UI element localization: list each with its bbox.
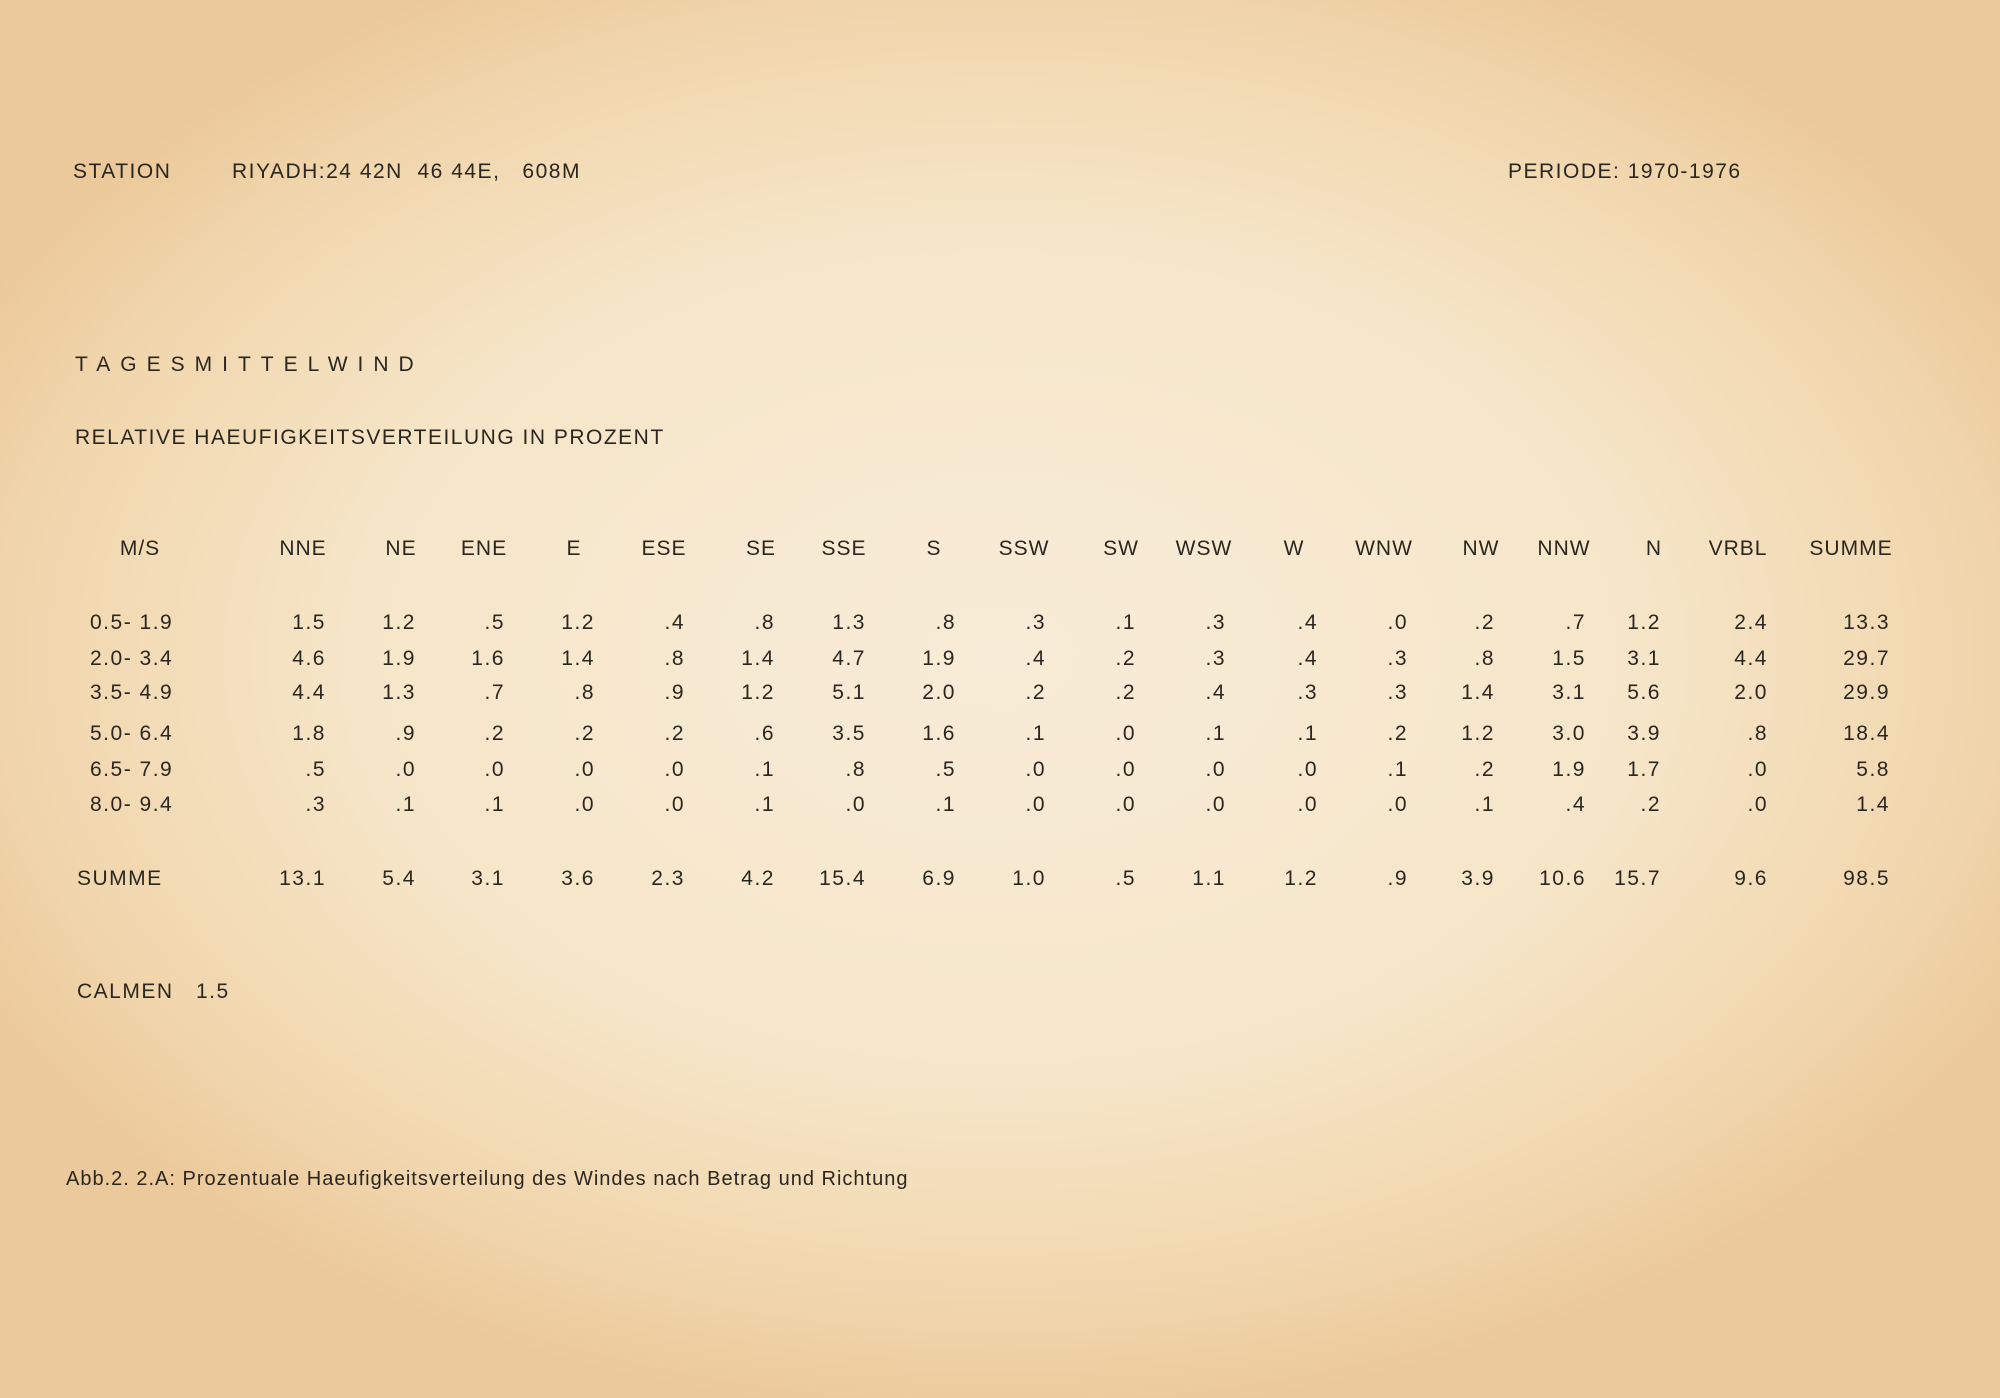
column-header-wsw: WSW xyxy=(1175,537,1233,560)
table-cell: 1.4 xyxy=(561,647,595,670)
table-cell: .5 xyxy=(305,758,326,781)
summe-cell: 13.1 xyxy=(279,867,326,890)
summe-cell: 5.4 xyxy=(382,867,416,890)
table-cell: .0 xyxy=(1387,793,1408,816)
table-cell: 5.8 xyxy=(1856,758,1890,781)
table-cell: 1.4 xyxy=(1461,681,1495,704)
table-cell: .1 xyxy=(1387,758,1408,781)
summe-cell: 15.4 xyxy=(819,867,866,890)
column-header-sw: SW xyxy=(1103,537,1139,560)
row-label: 8.0- 9.4 xyxy=(90,793,174,816)
summe-label: SUMME xyxy=(77,867,163,890)
column-header-ne: NE xyxy=(385,537,417,560)
table-cell: .4 xyxy=(1297,647,1318,670)
table-cell: .2 xyxy=(1115,681,1136,704)
table-cell: .4 xyxy=(1565,793,1586,816)
table-cell: .5 xyxy=(935,758,956,781)
table-cell: 3.5 xyxy=(832,722,866,745)
table-cell: .6 xyxy=(754,722,775,745)
summe-cell: 2.3 xyxy=(651,867,685,890)
column-header-nw: NW xyxy=(1462,537,1500,560)
summe-cell: 3.1 xyxy=(471,867,505,890)
table-cell: .9 xyxy=(664,681,685,704)
table-cell: 1.6 xyxy=(922,722,956,745)
table-cell: .0 xyxy=(1747,758,1768,781)
table-cell: 1.9 xyxy=(922,647,956,670)
table-cell: 1.2 xyxy=(1627,611,1661,634)
table-cell: .0 xyxy=(1025,758,1046,781)
column-header-e: E xyxy=(566,537,582,560)
table-cell: .0 xyxy=(1115,793,1136,816)
table-cell: 1.2 xyxy=(1461,722,1495,745)
table-cell: 4.4 xyxy=(292,681,326,704)
table-cell: .3 xyxy=(1205,647,1226,670)
table-cell: 13.3 xyxy=(1843,611,1890,634)
table-cell: .1 xyxy=(935,793,956,816)
table-cell: 1.8 xyxy=(292,722,326,745)
table-cell: .8 xyxy=(935,611,956,634)
summe-cell: 98.5 xyxy=(1843,867,1890,890)
table-cell: 1.9 xyxy=(1552,758,1586,781)
summe-cell: 3.6 xyxy=(561,867,595,890)
summe-cell: 1.2 xyxy=(1284,867,1318,890)
table-cell: .3 xyxy=(305,793,326,816)
table-cell: .2 xyxy=(484,722,505,745)
table-cell: .8 xyxy=(1474,647,1495,670)
column-header-s: S xyxy=(926,537,942,560)
column-header-ene: ENE xyxy=(460,537,508,560)
table-cell: .8 xyxy=(1747,722,1768,745)
table-cell: .0 xyxy=(1205,758,1226,781)
table-cell: .0 xyxy=(1297,793,1318,816)
table-cell: .1 xyxy=(395,793,416,816)
table-cell: .1 xyxy=(1297,722,1318,745)
table-cell: .2 xyxy=(664,722,685,745)
table-cell: .9 xyxy=(395,722,416,745)
column-header-vrbl: VRBL xyxy=(1708,537,1768,560)
calmen-value: 1.5 xyxy=(196,980,230,1003)
table-cell: .2 xyxy=(1474,611,1495,634)
document-title: TAGESMITTELWIND xyxy=(75,353,424,376)
table-cell: 29.7 xyxy=(1843,647,1890,670)
table-cell: 1.3 xyxy=(832,611,866,634)
table-cell: .1 xyxy=(484,793,505,816)
table-cell: 4.4 xyxy=(1734,647,1768,670)
table-cell: .0 xyxy=(484,758,505,781)
table-cell: 4.7 xyxy=(832,647,866,670)
periode: PERIODE: 1970-1976 xyxy=(1508,160,1742,183)
table-cell: 1.7 xyxy=(1627,758,1661,781)
calmen-label: CALMEN xyxy=(77,980,174,1003)
table-cell: .0 xyxy=(1115,722,1136,745)
table-cell: .2 xyxy=(574,722,595,745)
table-cell: .0 xyxy=(664,793,685,816)
table-cell: .1 xyxy=(754,793,775,816)
table-cell: .8 xyxy=(845,758,866,781)
table-cell: .1 xyxy=(1115,611,1136,634)
table-cell: 1.2 xyxy=(382,611,416,634)
table-cell: .1 xyxy=(1205,722,1226,745)
table-cell: 1.3 xyxy=(382,681,416,704)
table-cell: .7 xyxy=(484,681,505,704)
table-cell: .8 xyxy=(664,647,685,670)
table-cell: .4 xyxy=(1297,611,1318,634)
summe-cell: 1.0 xyxy=(1012,867,1046,890)
table-cell: .2 xyxy=(1025,681,1046,704)
table-cell: .0 xyxy=(574,758,595,781)
summe-cell: 9.6 xyxy=(1734,867,1768,890)
table-cell: 4.6 xyxy=(292,647,326,670)
column-header-n: N xyxy=(1645,537,1663,560)
table-cell: .2 xyxy=(1474,758,1495,781)
summe-cell: 6.9 xyxy=(922,867,956,890)
table-cell: .0 xyxy=(664,758,685,781)
row-label: 5.0- 6.4 xyxy=(90,722,174,745)
table-cell: .3 xyxy=(1297,681,1318,704)
table-cell: 2.0 xyxy=(922,681,956,704)
table-cell: .1 xyxy=(754,758,775,781)
column-header-se: SE xyxy=(745,537,777,560)
table-cell: 1.9 xyxy=(382,647,416,670)
column-header-nne: NNE xyxy=(279,537,327,560)
table-cell: 18.4 xyxy=(1843,722,1890,745)
table-cell: 1.2 xyxy=(741,681,775,704)
table-cell: 1.4 xyxy=(1856,793,1890,816)
table-cell: .2 xyxy=(1387,722,1408,745)
table-cell: 3.9 xyxy=(1627,722,1661,745)
row-label: 3.5- 4.9 xyxy=(90,681,174,704)
table-cell: .0 xyxy=(574,793,595,816)
column-header-summe: SUMME xyxy=(1809,537,1893,560)
table-cell: 3.1 xyxy=(1627,647,1661,670)
column-header-wnw: WNW xyxy=(1355,537,1413,560)
table-cell: .0 xyxy=(1747,793,1768,816)
row-label: 6.5- 7.9 xyxy=(90,758,174,781)
table-cell: 29.9 xyxy=(1843,681,1890,704)
table-cell: .0 xyxy=(395,758,416,781)
table-cell: .3 xyxy=(1387,681,1408,704)
table-cell: .0 xyxy=(1115,758,1136,781)
column-header-w: W xyxy=(1283,537,1305,560)
column-header-nnw: NNW xyxy=(1537,537,1591,560)
table-cell: .3 xyxy=(1205,611,1226,634)
row-label: 2.0- 3.4 xyxy=(90,647,174,670)
table-cell: .1 xyxy=(1025,722,1046,745)
table-cell: 2.0 xyxy=(1734,681,1768,704)
summe-cell: 10.6 xyxy=(1539,867,1586,890)
table-cell: 1.4 xyxy=(741,647,775,670)
summe-cell: 1.1 xyxy=(1192,867,1226,890)
table-cell: 1.2 xyxy=(561,611,595,634)
table-cell: .2 xyxy=(1115,647,1136,670)
summe-cell: 15.7 xyxy=(1614,867,1661,890)
table-cell: .0 xyxy=(1297,758,1318,781)
table-cell: 3.1 xyxy=(1552,681,1586,704)
column-header-ese: ESE xyxy=(641,537,687,560)
table-cell: .8 xyxy=(754,611,775,634)
row-label: 0.5- 1.9 xyxy=(90,611,174,634)
table-cell: 3.0 xyxy=(1552,722,1586,745)
table-cell: .0 xyxy=(1025,793,1046,816)
table-cell: 1.5 xyxy=(292,611,326,634)
table-cell: 2.4 xyxy=(1734,611,1768,634)
table-cell: .0 xyxy=(845,793,866,816)
summe-cell: 3.9 xyxy=(1461,867,1495,890)
table-cell: .7 xyxy=(1565,611,1586,634)
table-cell: 1.6 xyxy=(471,647,505,670)
column-header-ms: M/S xyxy=(119,537,161,560)
table-cell: 5.1 xyxy=(832,681,866,704)
summe-cell: .9 xyxy=(1387,867,1408,890)
table-cell: .1 xyxy=(1474,793,1495,816)
table-cell: .0 xyxy=(1387,611,1408,634)
table-cell: .3 xyxy=(1387,647,1408,670)
figure-caption: Abb.2. 2.A: Prozentuale Haeufigkeitsverteilung des Windes nach Betrag und Richtung xyxy=(66,1168,909,1190)
table-cell: 1.5 xyxy=(1552,647,1586,670)
table-cell: .3 xyxy=(1025,611,1046,634)
table-cell: .4 xyxy=(1025,647,1046,670)
table-cell: 5.6 xyxy=(1627,681,1661,704)
summe-cell: 4.2 xyxy=(741,867,775,890)
station-label: STATION xyxy=(73,160,172,183)
column-header-sse: SSE xyxy=(821,537,867,560)
table-cell: .5 xyxy=(484,611,505,634)
table-cell: .4 xyxy=(1205,681,1226,704)
column-header-ssw: SSW xyxy=(998,537,1050,560)
station-value: RIYADH:24 42N 46 44E, 608M xyxy=(232,160,581,183)
table-cell: .8 xyxy=(574,681,595,704)
summe-cell: .5 xyxy=(1115,867,1136,890)
document-subtitle: RELATIVE HAEUFIGKEITSVERTEILUNG IN PROZENT xyxy=(75,426,665,449)
table-cell: .4 xyxy=(664,611,685,634)
table-cell: .2 xyxy=(1640,793,1661,816)
table-cell: .0 xyxy=(1205,793,1226,816)
